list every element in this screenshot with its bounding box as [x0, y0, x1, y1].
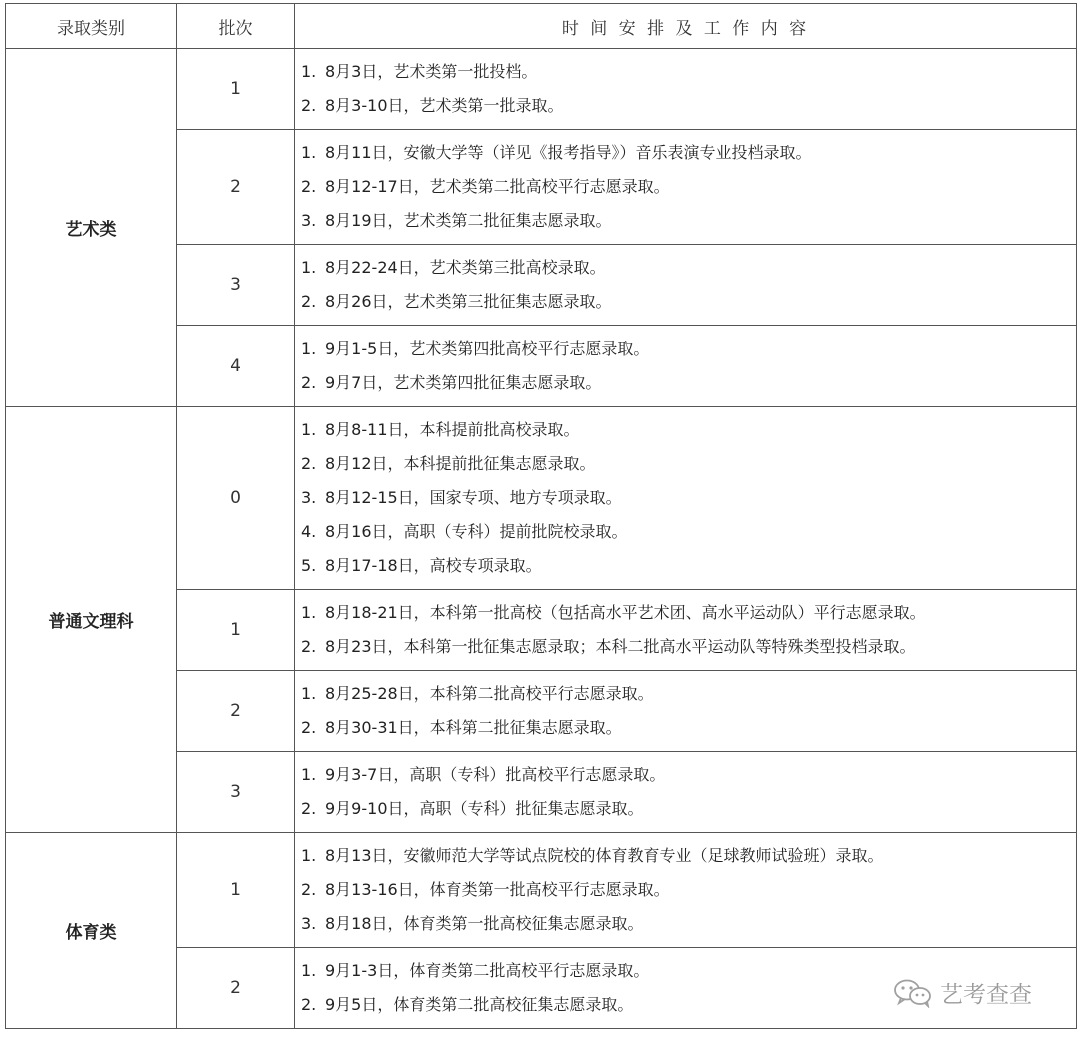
item-number: 1. [301, 961, 317, 980]
table-row [6, 407, 1077, 590]
category-cell: 普通文理科 [6, 407, 177, 833]
schedule-item [301, 204, 1076, 238]
wechat-icon [892, 978, 934, 1008]
item-number: 2. [301, 799, 317, 818]
item-text: 8月11日，安徽大学等（详见《报考指导》）音乐表演专业投档录取。 [325, 143, 812, 162]
batch-cell: 4 [177, 326, 295, 407]
batch-cell: 0 [177, 407, 295, 590]
schedule-item [301, 366, 1076, 400]
schedule-cell [295, 833, 1077, 948]
item-text: 9月5日，体育类第二批高校征集志愿录取。 [325, 995, 634, 1014]
item-text: 9月1-5日，艺术类第四批高校平行志愿录取。 [325, 339, 650, 358]
item-number: 5. [301, 556, 317, 575]
item-text: 8月26日，艺术类第三批征集志愿录取。 [325, 292, 612, 311]
item-number: 2. [301, 292, 317, 311]
schedule-cell [295, 326, 1077, 407]
batch-cell: 1 [177, 49, 295, 130]
item-number: 2. [301, 637, 317, 656]
watermark [892, 976, 1032, 1009]
batch-cell: 1 [177, 590, 295, 671]
schedule-item [301, 873, 1076, 907]
batch-cell: 2 [177, 671, 295, 752]
header-category: 录取类别 [6, 4, 177, 49]
item-number: 3. [301, 488, 317, 507]
schedule-item [301, 677, 1076, 711]
item-number: 2. [301, 880, 317, 899]
item-number: 2. [301, 454, 317, 473]
table-row [6, 49, 1077, 130]
header-batch: 批次 [177, 4, 295, 49]
item-number: 1. [301, 420, 317, 439]
schedule-item [301, 251, 1076, 285]
item-number: 1. [301, 603, 317, 622]
category-cell: 艺术类 [6, 49, 177, 407]
item-text: 8月23日，本科第一批征集志愿录取；本科二批高水平运动队等特殊类型投档录取。 [325, 637, 916, 656]
item-number: 1. [301, 143, 317, 162]
schedule-cell [295, 407, 1077, 590]
item-text: 8月3-10日，艺术类第一批录取。 [325, 96, 564, 115]
item-number: 1. [301, 765, 317, 784]
table-row [6, 833, 1077, 948]
item-text: 8月18-21日，本科第一批高校（包括高水平艺术团、高水平运动队）平行志愿录取。 [325, 603, 926, 622]
schedule-item [301, 136, 1076, 170]
schedule-cell [295, 49, 1077, 130]
item-number: 1. [301, 62, 317, 81]
schedule-item [301, 515, 1076, 549]
schedule-item [301, 792, 1076, 826]
schedule-item [301, 596, 1076, 630]
item-text: 9月1-3日，体育类第二批高校平行志愿录取。 [325, 961, 650, 980]
item-number: 1. [301, 846, 317, 865]
item-number: 2. [301, 373, 317, 392]
schedule-item [301, 447, 1076, 481]
schedule-cell [295, 590, 1077, 671]
item-number: 1. [301, 258, 317, 277]
item-text: 8月30-31日，本科第二批征集志愿录取。 [325, 718, 622, 737]
schedule-item [301, 907, 1076, 941]
header-row [6, 4, 1077, 49]
schedule-item [301, 413, 1076, 447]
item-text: 8月19日，艺术类第二批征集志愿录取。 [325, 211, 612, 230]
batch-cell: 2 [177, 948, 295, 1029]
item-text: 8月8-11日，本科提前批高校录取。 [325, 420, 580, 439]
table-body [6, 49, 1077, 1029]
watermark-text: 艺考查查 [940, 982, 1032, 1008]
item-number: 2. [301, 177, 317, 196]
item-text: 9月9-10日，高职（专科）批征集志愿录取。 [325, 799, 644, 818]
item-text: 8月25-28日，本科第二批高校平行志愿录取。 [325, 684, 654, 703]
item-text: 8月18日，体育类第一批高校征集志愿录取。 [325, 914, 644, 933]
batch-cell: 3 [177, 752, 295, 833]
schedule-item [301, 170, 1076, 204]
item-number: 3. [301, 211, 317, 230]
schedule-item [301, 758, 1076, 792]
header-schedule: 时 间 安 排 及 工 作 内 容 [295, 4, 1077, 49]
item-number: 4. [301, 522, 317, 541]
item-text: 8月3日，艺术类第一批投档。 [325, 62, 538, 81]
schedule-item [301, 332, 1076, 366]
item-text: 8月13-16日，体育类第一批高校平行志愿录取。 [325, 880, 670, 899]
item-text: 8月12-17日，艺术类第二批高校平行志愿录取。 [325, 177, 670, 196]
item-text: 8月13日，安徽师范大学等试点院校的体育教育专业（足球教师试验班）录取。 [325, 846, 884, 865]
schedule-item [301, 481, 1076, 515]
schedule-cell [295, 752, 1077, 833]
item-text: 9月7日，艺术类第四批征集志愿录取。 [325, 373, 602, 392]
batch-cell: 1 [177, 833, 295, 948]
schedule-item [301, 55, 1076, 89]
item-number: 2. [301, 96, 317, 115]
schedule-item [301, 711, 1076, 745]
schedule-cell [295, 671, 1077, 752]
item-number: 1. [301, 684, 317, 703]
schedule-item [301, 549, 1076, 583]
category-cell: 体育类 [6, 833, 177, 1029]
item-text: 9月3-7日，高职（专科）批高校平行志愿录取。 [325, 765, 666, 784]
item-number: 1. [301, 339, 317, 358]
item-number: 3. [301, 914, 317, 933]
schedule-cell [295, 245, 1077, 326]
item-number: 2. [301, 995, 317, 1014]
batch-cell: 2 [177, 130, 295, 245]
item-text: 8月12-15日，国家专项、地方专项录取。 [325, 488, 622, 507]
item-text: 8月16日，高职（专科）提前批院校录取。 [325, 522, 628, 541]
schedule-item [301, 285, 1076, 319]
schedule-item [301, 89, 1076, 123]
schedule-item [301, 839, 1076, 873]
item-text: 8月22-24日，艺术类第三批高校录取。 [325, 258, 606, 277]
schedule-item [301, 630, 1076, 664]
admission-schedule-table [5, 3, 1077, 1029]
item-number: 2. [301, 718, 317, 737]
item-text: 8月17-18日，高校专项录取。 [325, 556, 542, 575]
item-text: 8月12日，本科提前批征集志愿录取。 [325, 454, 596, 473]
batch-cell: 3 [177, 245, 295, 326]
schedule-cell [295, 130, 1077, 245]
